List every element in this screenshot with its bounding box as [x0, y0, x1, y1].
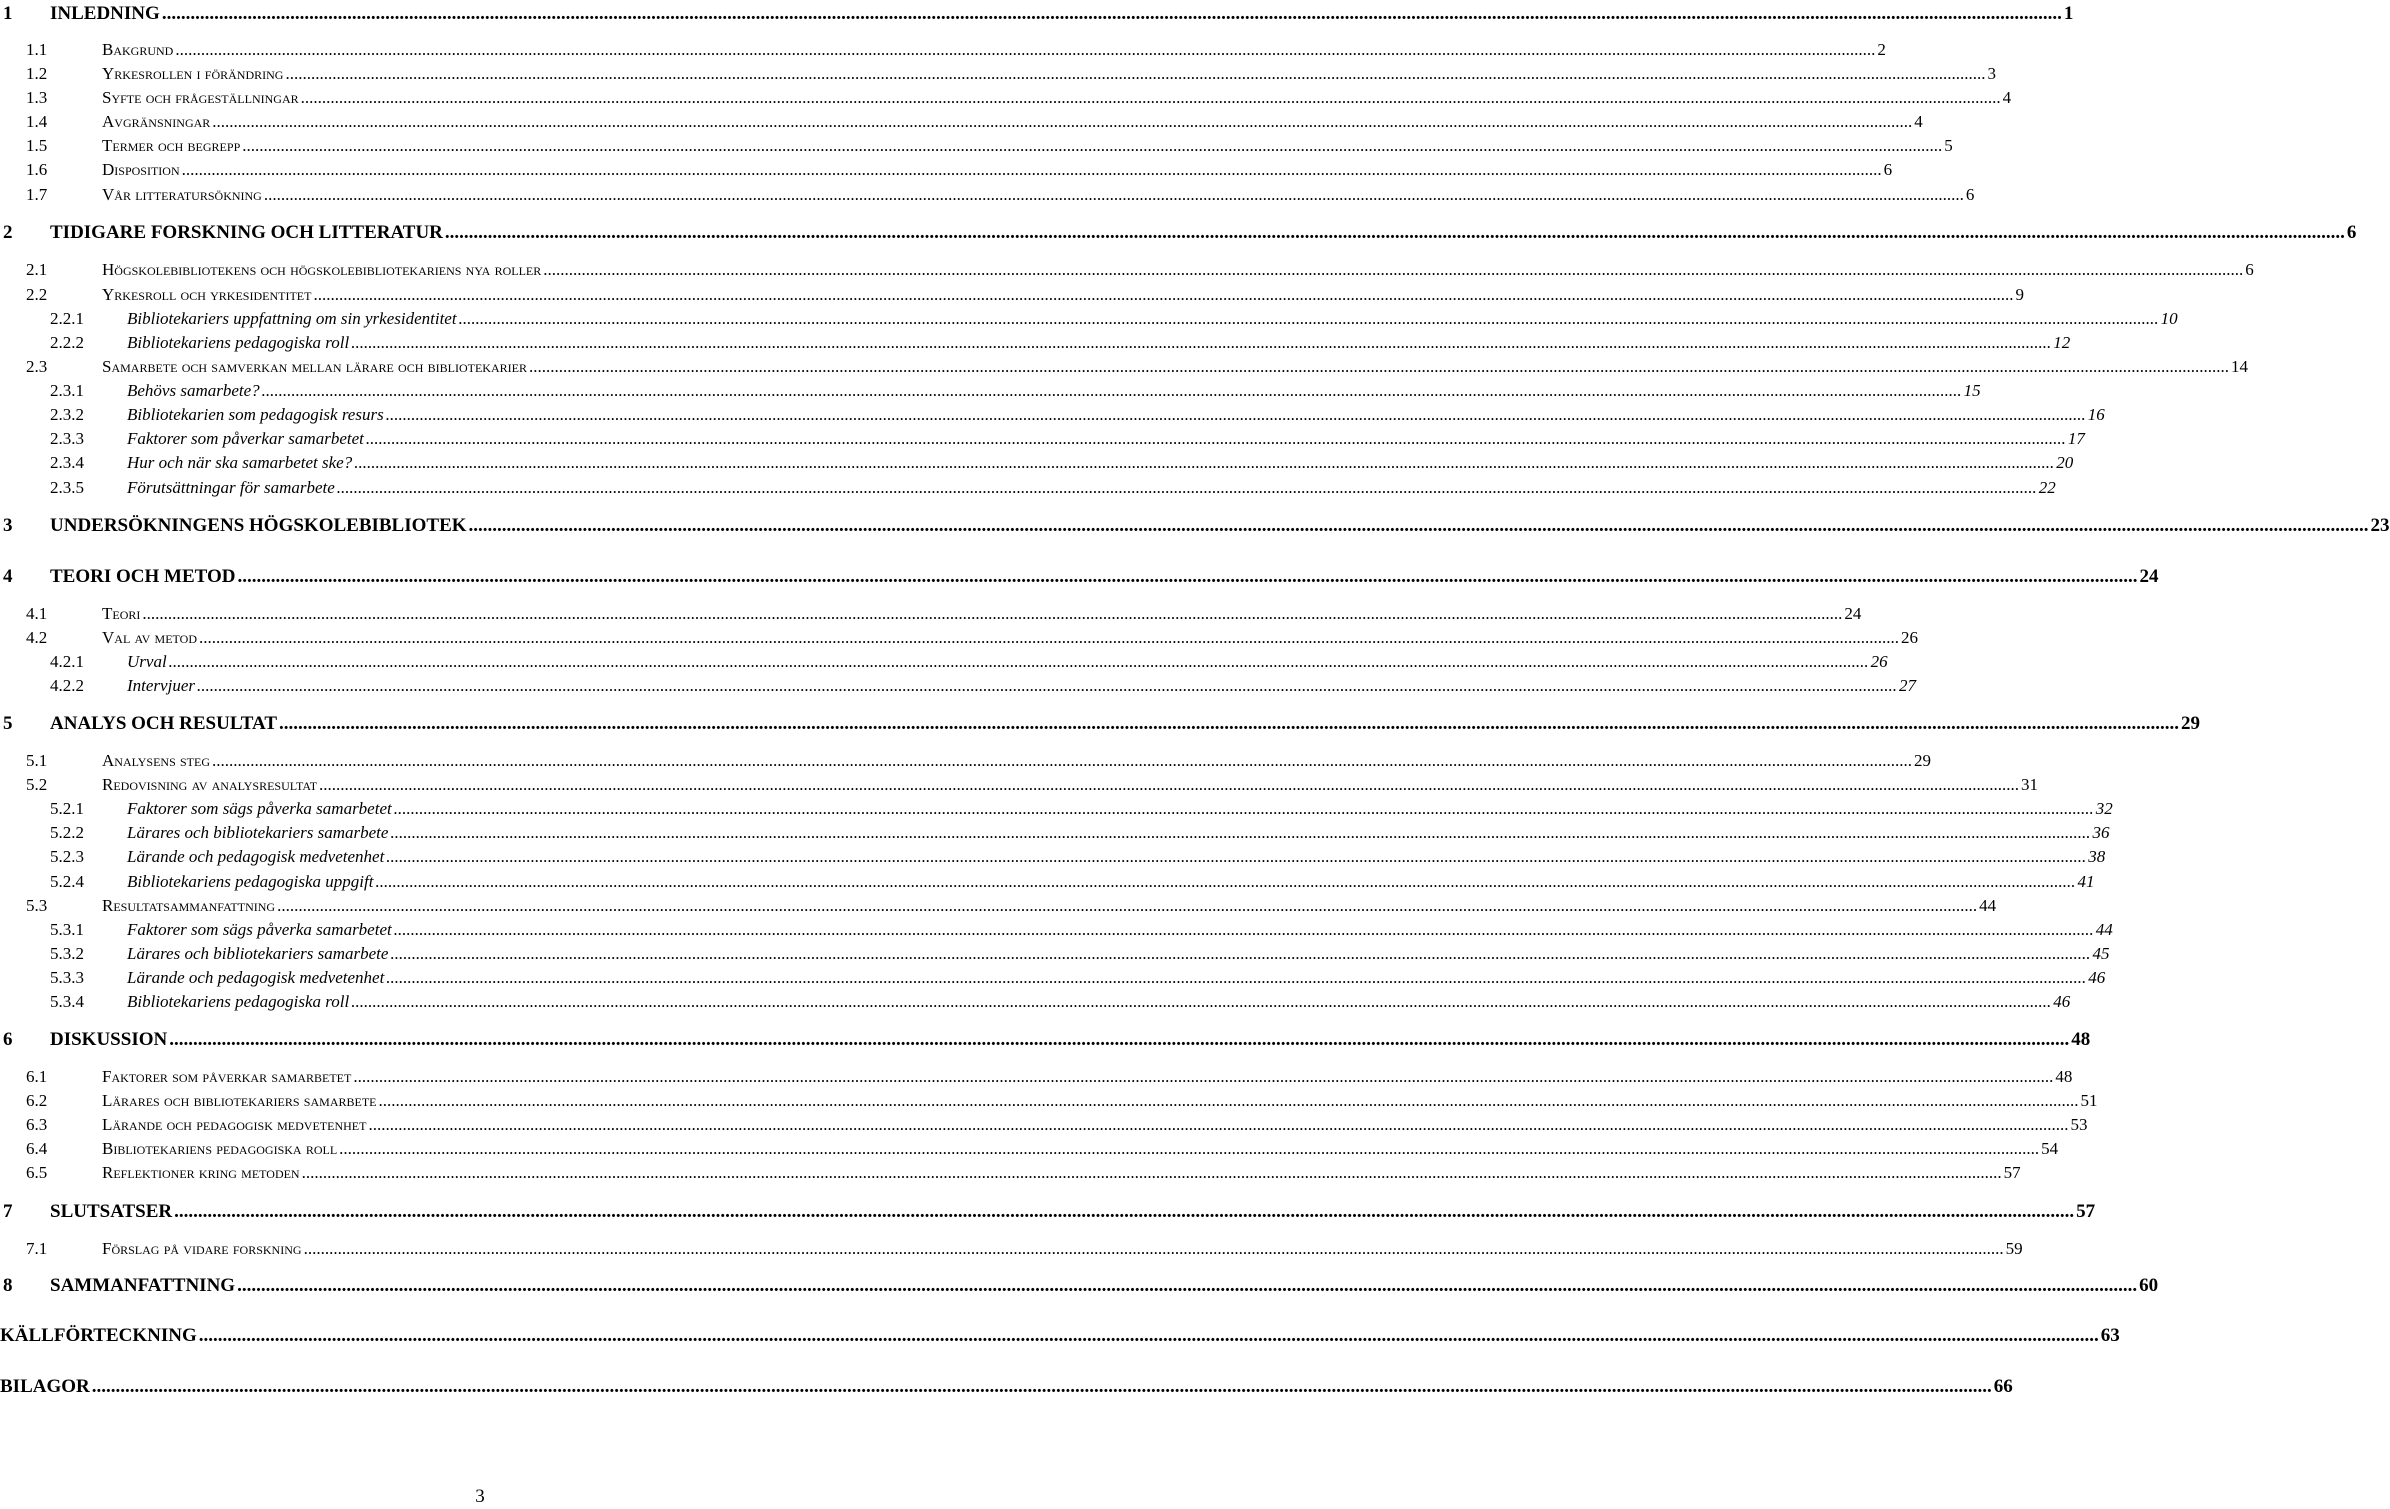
toc-entry[interactable]	[0, 747, 1931, 773]
toc-entry-page: 1	[2063, 3, 2074, 24]
toc-entry[interactable]	[0, 710, 2201, 736]
toc-entry[interactable]	[0, 1272, 2159, 1298]
toc-entry-title: Resultatsammanfattning	[102, 896, 276, 915]
toc-entry-number: 2.1	[26, 260, 48, 279]
toc-entry-title: Intervjuer	[127, 676, 195, 695]
toc-entry-page: 12	[2053, 333, 2071, 352]
toc-entry-page: 41	[2077, 872, 2095, 891]
toc-entry-line	[102, 628, 1919, 648]
toc-dot-leader: ................................................................................................................................................................................................................................................................................................................................................................................................................	[339, 1139, 2040, 1158]
toc-entry-title: Högskolebibliotekens och högskolebibliotekariens nya roller	[102, 260, 542, 279]
toc-entry-title: Vår litteratursökning	[102, 185, 262, 204]
toc-dot-leader: ................................................................................................................................................................................................................................................................................................................................................................................................................	[354, 453, 2055, 472]
toc-dot-leader: ................................................................................................................................................................................................................................................................................................................................................................................................................	[242, 136, 1943, 155]
toc-dot-leader: ................................................................................................................................................................................................................................................................................................................................................................................................................	[444, 222, 2345, 243]
toc-entry-number: 5.2.3	[50, 847, 84, 866]
toc-dot-leader: ................................................................................................................................................................................................................................................................................................................................................................................................................	[285, 64, 1986, 83]
toc-entry-title: Behövs samarbete?	[127, 381, 260, 400]
toc-entry-line	[102, 88, 2012, 108]
toc-entry-page: 32	[2095, 799, 2113, 818]
toc-entry-title: Disposition	[102, 160, 180, 179]
toc-dot-leader: ................................................................................................................................................................................................................................................................................................................................................................................................................	[375, 872, 2076, 891]
toc-dot-leader: ................................................................................................................................................................................................................................................................................................................................................................................................................	[393, 799, 2094, 818]
toc-entry-page: 66	[1993, 1376, 2013, 1397]
toc-entry-page: 23	[2370, 515, 2390, 536]
toc-entry-title: BILAGOR	[0, 1376, 90, 1397]
toc-entry[interactable]	[0, 108, 1923, 134]
toc-dot-leader: ................................................................................................................................................................................................................................................................................................................................................................................................................	[393, 920, 2094, 939]
toc-entry-line	[127, 847, 2106, 867]
toc-entry[interactable]	[0, 449, 2074, 475]
toc-entry-number: 2.3.3	[50, 429, 84, 448]
toc-dot-leader: ................................................................................................................................................................................................................................................................................................................................................................................................................	[263, 185, 1964, 204]
toc-dot-leader: ................................................................................................................................................................................................................................................................................................................................................................................................................	[91, 1376, 1992, 1397]
toc-entry-line	[102, 40, 1886, 60]
toc-entry[interactable]	[0, 648, 1888, 674]
toc-entry-line	[127, 823, 2110, 843]
toc-entry-line	[102, 1139, 2059, 1159]
toc-entry-line	[50, 222, 2357, 243]
toc-entry-title: Bakgrund	[102, 40, 174, 59]
toc-entry-number: 5	[3, 713, 13, 734]
page-number: 3	[475, 1486, 485, 1507]
toc-dot-leader: ................................................................................................................................................................................................................................................................................................................................................................................................................	[301, 1163, 2002, 1182]
toc-entry-title: TEORI OCH METOD	[50, 566, 236, 587]
toc-dot-leader: ................................................................................................................................................................................................................................................................................................................................................................................................................	[199, 628, 1900, 647]
toc-entry[interactable]	[0, 1198, 2096, 1224]
toc-dot-leader: ................................................................................................................................................................................................................................................................................................................................................................................................................	[368, 1115, 2069, 1134]
toc-entry-number: 2.3.2	[50, 405, 84, 424]
toc-entry-title: Yrkesrollen i förändring	[102, 64, 284, 83]
toc-dot-leader: ................................................................................................................................................................................................................................................................................................................................................................................................................	[237, 566, 2138, 587]
toc-entry[interactable]	[0, 1026, 2091, 1052]
toc-entry-line	[102, 112, 1923, 132]
toc-entry-number: 2.2.1	[50, 309, 84, 328]
toc-entry[interactable]	[0, 563, 2159, 589]
toc-entry-number: 5.3	[26, 896, 48, 915]
toc-entry-line	[50, 515, 2390, 536]
toc-entry[interactable]	[0, 916, 2113, 942]
toc-entry-line	[127, 992, 2071, 1012]
toc-entry-number: 3	[3, 515, 13, 536]
toc-entry-title: Lärande och pedagogisk medvetenhet	[102, 1115, 367, 1134]
toc-dot-leader: ................................................................................................................................................................................................................................................................................................................................................................................................................	[212, 112, 1913, 131]
toc-entry-page: 20	[2056, 453, 2074, 472]
toc-entry-number: 2.3	[26, 357, 48, 376]
toc-entry-line	[102, 1163, 2021, 1183]
toc-entry-title: Lärares och bibliotekariers samarbete	[127, 823, 389, 842]
toc-entry-line	[50, 1029, 2091, 1050]
toc-entry-number: 8	[3, 1275, 13, 1296]
toc-entry-line	[127, 676, 1916, 696]
toc-entry[interactable]	[0, 377, 1981, 403]
toc-entry-number: 2.3.4	[50, 453, 84, 472]
toc-entry[interactable]	[0, 819, 2110, 845]
toc-entry-line	[127, 968, 2106, 988]
toc-entry-title: Termer och begrepp	[102, 136, 241, 155]
toc-entry-title: INLEDNING	[50, 3, 160, 24]
toc-entry-page: 51	[2080, 1091, 2098, 1110]
toc-entry-title: Syfte och frågeställningar	[102, 88, 299, 107]
toc-entry-page: 2	[1877, 40, 1886, 59]
toc-entry-line	[50, 1201, 2096, 1222]
toc-entry-line	[50, 3, 2074, 24]
toc-entry-title: Samarbete och samverkan mellan lärare och bibliotekarier	[102, 357, 527, 376]
toc-entry-title: Reflektioner kring metoden	[102, 1163, 300, 1182]
toc-entry-line	[102, 775, 2039, 795]
toc-entry-number: 2.3.1	[50, 381, 84, 400]
toc-entry-page: 6	[2245, 260, 2254, 279]
toc-dot-leader: ................................................................................................................................................................................................................................................................................................................................................................................................................	[378, 1091, 2079, 1110]
toc-entry-page: 60	[2139, 1275, 2159, 1296]
toc-entry-number: 4.2.1	[50, 652, 84, 671]
toc-entry-number: 6.3	[26, 1115, 48, 1134]
toc-entry-line	[102, 1115, 2088, 1135]
toc-entry[interactable]	[0, 672, 1916, 698]
toc-dot-leader: ................................................................................................................................................................................................................................................................................................................................................................................................................	[174, 1201, 2075, 1222]
toc-entry-page: 38	[2088, 847, 2106, 866]
toc-entry[interactable]	[0, 305, 2178, 331]
toc-entry-line	[127, 799, 2113, 819]
toc-entry-line	[0, 1325, 2120, 1346]
toc-dot-leader: ................................................................................................................................................................................................................................................................................................................................................................................................................	[279, 713, 2180, 734]
toc-entry-number: 7.1	[26, 1239, 48, 1258]
toc-entry-page: 48	[2071, 1029, 2091, 1050]
toc-entry-title: Avgränsningar	[102, 112, 211, 131]
toc-entry-page: 53	[2070, 1115, 2088, 1134]
toc-dot-leader: ................................................................................................................................................................................................................................................................................................................................................................................................................	[303, 1239, 2004, 1258]
toc-dot-leader: ................................................................................................................................................................................................................................................................................................................................................................................................................	[386, 968, 2087, 987]
toc-entry-title: ANALYS OCH RESULTAT	[50, 713, 278, 734]
toc-entry[interactable]	[0, 795, 2113, 821]
toc-entry-page: 44	[1979, 896, 1997, 915]
toc-dot-leader: ................................................................................................................................................................................................................................................................................................................................................................................................................	[300, 88, 2001, 107]
toc-entry-line	[127, 478, 2056, 498]
toc-dot-leader: ................................................................................................................................................................................................................................................................................................................................................................................................................	[277, 896, 1978, 915]
toc-entry-page: 54	[2041, 1139, 2059, 1158]
toc-entry-line	[127, 429, 2085, 449]
toc-entry-page: 17	[2067, 429, 2085, 448]
toc-entry-page: 9	[2015, 285, 2024, 304]
toc-entry[interactable]	[0, 940, 2110, 966]
toc-entry-page: 59	[2005, 1239, 2023, 1258]
toc-entry-title: Yrkesroll och yrkesidentitet	[102, 285, 312, 304]
toc-entry-number: 4.2.2	[50, 676, 84, 695]
toc-entry-number: 1.3	[26, 88, 48, 107]
toc-dot-leader: ................................................................................................................................................................................................................................................................................................................................................................................................................	[313, 285, 2014, 304]
toc-entry-line	[127, 652, 1888, 672]
toc-entry-title: UNDERSÖKNINGENS HÖGSKOLEBIBLIOTEK	[50, 515, 467, 536]
toc-entry-number: 1.2	[26, 64, 48, 83]
toc-entry-title: Faktorer som påverkar samarbetet	[102, 1067, 352, 1086]
toc-entry[interactable]	[0, 988, 2071, 1014]
toc-entry-line	[102, 64, 1996, 84]
toc-entry[interactable]	[0, 1111, 2088, 1137]
toc-dot-leader: ................................................................................................................................................................................................................................................................................................................................................................................................................	[161, 3, 2062, 24]
toc-entry-page: 24	[2139, 566, 2159, 587]
toc-dot-leader: ................................................................................................................................................................................................................................................................................................................................................................................................................	[181, 160, 1882, 179]
toc-entry-page: 5	[1944, 136, 1953, 155]
toc-entry-line	[127, 944, 2110, 964]
toc-dot-leader: ................................................................................................................................................................................................................................................................................................................................................................................................................	[468, 515, 2369, 536]
toc-entry-number: 5.3.2	[50, 944, 84, 963]
toc-entry-line	[127, 872, 2095, 892]
toc-entry-title: TIDIGARE FORSKNING OCH LITTERATUR	[50, 222, 443, 243]
toc-entry-title: SAMMANFATTNING	[50, 1275, 236, 1296]
toc-entry-number: 2.2.2	[50, 333, 84, 352]
toc-entry-number: 6.1	[26, 1067, 48, 1086]
toc-entry-line	[102, 604, 1862, 624]
toc-entry-number: 5.2.1	[50, 799, 84, 818]
toc-entry-title: SLUTSATSER	[50, 1201, 173, 1222]
toc-entry-page: 29	[2181, 713, 2201, 734]
toc-entry[interactable]	[0, 156, 1893, 182]
toc-entry-title: Bibliotekariens pedagogiska roll	[127, 333, 350, 352]
toc-entry-title: Bibliotekariens pedagogiska roll	[127, 992, 350, 1011]
toc-entry-line	[127, 381, 1981, 401]
toc-entry-number: 6.4	[26, 1139, 48, 1158]
toc-entry-number: 6.5	[26, 1163, 48, 1182]
toc-entry-number: 4.2	[26, 628, 48, 647]
toc-entry-line	[102, 751, 1931, 771]
toc-entry-title: Faktorer som sägs påverka samarbetet	[127, 799, 392, 818]
toc-entry-page: 36	[2092, 823, 2110, 842]
toc-entry-line	[50, 566, 2159, 587]
toc-entry-title: Lärande och pedagogisk medvetenhet	[127, 847, 385, 866]
toc-entry-number: 5.3.1	[50, 920, 84, 939]
toc-entry-title: Hur och när ska samarbetet ske?	[127, 453, 353, 472]
toc-entry-page: 46	[2088, 968, 2106, 987]
toc-entry-page: 24	[1844, 604, 1862, 623]
toc-entry-number: 5.2	[26, 775, 48, 794]
toc-entry[interactable]	[0, 256, 2254, 282]
toc-dot-leader: ................................................................................................................................................................................................................................................................................................................................................................................................................	[212, 751, 1912, 770]
toc-entry-title: Faktorer som sägs påverka samarbetet	[127, 920, 392, 939]
toc-entry[interactable]	[0, 329, 2071, 355]
toc-entry-number: 1.4	[26, 112, 48, 131]
toc-entry[interactable]	[0, 1087, 2098, 1113]
toc-entry-page: 63	[2100, 1325, 2120, 1346]
toc-dot-leader: ................................................................................................................................................................................................................................................................................................................................................................................................................	[390, 944, 2091, 963]
toc-dot-leader: ................................................................................................................................................................................................................................................................................................................................................................................................................	[351, 333, 2052, 352]
toc-entry-number: 5.2.2	[50, 823, 84, 842]
toc-entry[interactable]	[0, 84, 2012, 110]
toc-entry-title: Redovisning av analysresultat	[102, 775, 318, 794]
toc-dot-leader: ................................................................................................................................................................................................................................................................................................................................................................................................................	[168, 652, 1869, 671]
toc-entry[interactable]	[0, 843, 2106, 869]
toc-entry-page: 4	[1914, 112, 1923, 131]
toc-entry-line	[127, 309, 2178, 329]
toc-entry-line	[50, 1275, 2159, 1296]
toc-entry-line	[102, 285, 2024, 305]
toc-entry-page: 27	[1898, 676, 1916, 695]
toc-entry-line	[127, 333, 2071, 353]
toc-entry-number: 7	[3, 1201, 13, 1222]
toc-entry[interactable]	[0, 892, 1997, 918]
toc-entry-title: Lärares och bibliotekariers samarbete	[102, 1091, 377, 1110]
toc-dot-leader: ................................................................................................................................................................................................................................................................................................................................................................................................................	[237, 1275, 2138, 1296]
toc-entry[interactable]	[0, 60, 1996, 86]
toc-dot-leader: ................................................................................................................................................................................................................................................................................................................................................................................................................	[385, 405, 2086, 424]
toc-entry-page: 31	[2021, 775, 2039, 794]
toc-dot-leader: ................................................................................................................................................................................................................................................................................................................................................................................................................	[336, 478, 2037, 497]
toc-dot-leader: ................................................................................................................................................................................................................................................................................................................................................................................................................	[198, 1325, 2099, 1346]
toc-entry-line	[102, 357, 2248, 377]
toc-entry-title: Lärares och bibliotekariers samarbete	[127, 944, 389, 963]
toc-entry-title: Analysens steg	[102, 751, 210, 770]
toc-entry-page: 15	[1963, 381, 1981, 400]
toc-entry-page: 16	[2087, 405, 2105, 424]
toc-entry-page: 14	[2230, 357, 2248, 376]
toc-entry[interactable]	[0, 281, 2024, 307]
toc-entry-page: 29	[1914, 751, 1931, 770]
toc-entry-number: 4.1	[26, 604, 48, 623]
toc-entry-number: 1	[3, 3, 13, 24]
toc-entry-number: 5.1	[26, 751, 48, 770]
toc-dot-leader: ................................................................................................................................................................................................................................................................................................................................................................................................................	[319, 775, 2020, 794]
toc-entry-line	[102, 185, 1975, 205]
toc-entry-page: 6	[2346, 222, 2357, 243]
toc-entry-line	[0, 1376, 2013, 1397]
toc-entry-title: Faktorer som påverkar samarbetet	[127, 429, 364, 448]
toc-dot-leader: ................................................................................................................................................................................................................................................................................................................................................................................................................	[365, 429, 2066, 448]
toc-entry-number: 2.2	[26, 285, 48, 304]
toc-entry-title: Förslag på vidare forskning	[102, 1239, 302, 1258]
toc-entry[interactable]	[0, 401, 2105, 427]
toc-dot-leader: ................................................................................................................................................................................................................................................................................................................................................................................................................	[142, 604, 1843, 623]
toc-entry-number: 6.2	[26, 1091, 48, 1110]
toc-entry[interactable]	[0, 600, 1862, 626]
toc-entry-line	[102, 896, 1997, 916]
toc-dot-leader: ................................................................................................................................................................................................................................................................................................................................................................................................................	[528, 357, 2229, 376]
toc-entry-number: 5.3.4	[50, 992, 84, 1011]
toc-entry-title: DISKUSSION	[50, 1029, 168, 1050]
toc-entry-page: 57	[2003, 1163, 2021, 1182]
toc-entry-line	[102, 1091, 2098, 1111]
toc-entry[interactable]	[0, 36, 1886, 62]
toc-dot-leader: ................................................................................................................................................................................................................................................................................................................................................................................................................	[458, 309, 2159, 328]
toc-entry[interactable]	[0, 1159, 2021, 1185]
toc-entry[interactable]	[0, 353, 2248, 379]
toc-entry-line	[50, 713, 2201, 734]
toc-entry-line	[102, 136, 1953, 156]
toc-entry-number: 2	[3, 222, 13, 243]
toc-entry-line	[127, 920, 2113, 940]
toc-dot-leader: ................................................................................................................................................................................................................................................................................................................................................................................................................	[390, 823, 2091, 842]
toc-entry[interactable]	[0, 0, 2074, 26]
toc-entry-page: 26	[1870, 652, 1888, 671]
toc-entry-number: 4	[3, 566, 13, 587]
toc-entry[interactable]	[0, 181, 1975, 207]
toc-dot-leader: ................................................................................................................................................................................................................................................................................................................................................................................................................	[261, 381, 1962, 400]
toc-entry-number: 2.3.5	[50, 478, 84, 497]
toc-entry[interactable]	[0, 219, 2357, 245]
toc-entry[interactable]	[0, 425, 2085, 451]
toc-entry-number: 1.5	[26, 136, 48, 155]
toc-entry-number: 5.3.3	[50, 968, 84, 987]
toc-entry[interactable]	[0, 1322, 2120, 1348]
toc-entry-page: 46	[2053, 992, 2071, 1011]
toc-entry-number: 5.2.4	[50, 872, 84, 891]
toc-entry-line	[102, 1067, 2073, 1087]
toc-entry-title: Lärande och pedagogisk medvetenhet	[127, 968, 385, 987]
toc-entry[interactable]	[0, 1063, 2073, 1089]
toc-entry-number: 6	[3, 1029, 13, 1050]
toc-entry-page: 26	[1901, 628, 1919, 647]
toc-dot-leader: ................................................................................................................................................................................................................................................................................................................................................................................................................	[169, 1029, 2070, 1050]
toc-entry[interactable]	[0, 1235, 2023, 1261]
toc-entry-line	[102, 1239, 2023, 1259]
toc-entry-page: 44	[2095, 920, 2113, 939]
toc-dot-leader: ................................................................................................................................................................................................................................................................................................................................................................................................................	[386, 847, 2087, 866]
toc-dot-leader: ................................................................................................................................................................................................................................................................................................................................................................................................................	[353, 1067, 2054, 1086]
toc-entry-title: Val av metod	[102, 628, 198, 647]
toc-entry-number: 1.1	[26, 40, 48, 59]
toc-entry-line	[127, 405, 2105, 425]
toc-entry[interactable]	[0, 868, 2095, 894]
toc-entry-page: 57	[2076, 1201, 2096, 1222]
toc-entry-title: Teori	[102, 604, 141, 623]
toc-entry-title: Förutsättningar för samarbete	[127, 478, 335, 497]
toc-entry[interactable]	[0, 512, 2390, 538]
toc-entry-title: KÄLLFÖRTECKNING	[0, 1325, 197, 1346]
toc-entry-page: 6	[1883, 160, 1893, 179]
toc-dot-leader: ................................................................................................................................................................................................................................................................................................................................................................................................................	[351, 992, 2052, 1011]
toc-entry-line	[102, 160, 1893, 180]
toc-entry[interactable]	[0, 964, 2106, 990]
toc-dot-leader: ................................................................................................................................................................................................................................................................................................................................................................................................................	[543, 260, 2244, 279]
toc-entry-title: Urval	[127, 652, 167, 671]
toc-entry-page: 3	[1987, 64, 1996, 83]
toc-entry-page: 10	[2160, 309, 2178, 328]
toc-dot-leader: ................................................................................................................................................................................................................................................................................................................................................................................................................	[196, 676, 1897, 695]
toc-entry-title: Bibliotekariens pedagogiska uppgift	[127, 872, 374, 891]
toc-entry-title: Bibliotekarien som pedagogisk resurs	[127, 405, 384, 424]
toc-entry-page: 6	[1965, 185, 1975, 204]
toc-entry[interactable]	[0, 624, 1919, 650]
toc-entry-page: 45	[2092, 944, 2110, 963]
toc-entry[interactable]	[0, 132, 1953, 158]
toc-entry-number: 1.7	[26, 185, 48, 204]
toc-entry-line	[127, 453, 2074, 473]
toc-entry-page: 4	[2002, 88, 2012, 107]
toc-entry[interactable]	[0, 1135, 2059, 1161]
toc-entry-page: 48	[2055, 1067, 2073, 1086]
toc-entry-title: Bibliotekariers uppfattning om sin yrkesidentitet	[127, 309, 457, 328]
toc-entry-number: 1.6	[26, 160, 48, 179]
toc-entry-title: Bibliotekariens pedagogiska roll	[102, 1139, 338, 1158]
toc-entry[interactable]	[0, 771, 2039, 797]
toc-dot-leader: ................................................................................................................................................................................................................................................................................................................................................................................................................	[175, 40, 1876, 59]
toc-entry[interactable]	[0, 474, 2056, 500]
toc-entry[interactable]	[0, 1373, 2013, 1399]
toc-entry-page: 22	[2038, 478, 2056, 497]
toc-entry-line	[102, 260, 2254, 280]
